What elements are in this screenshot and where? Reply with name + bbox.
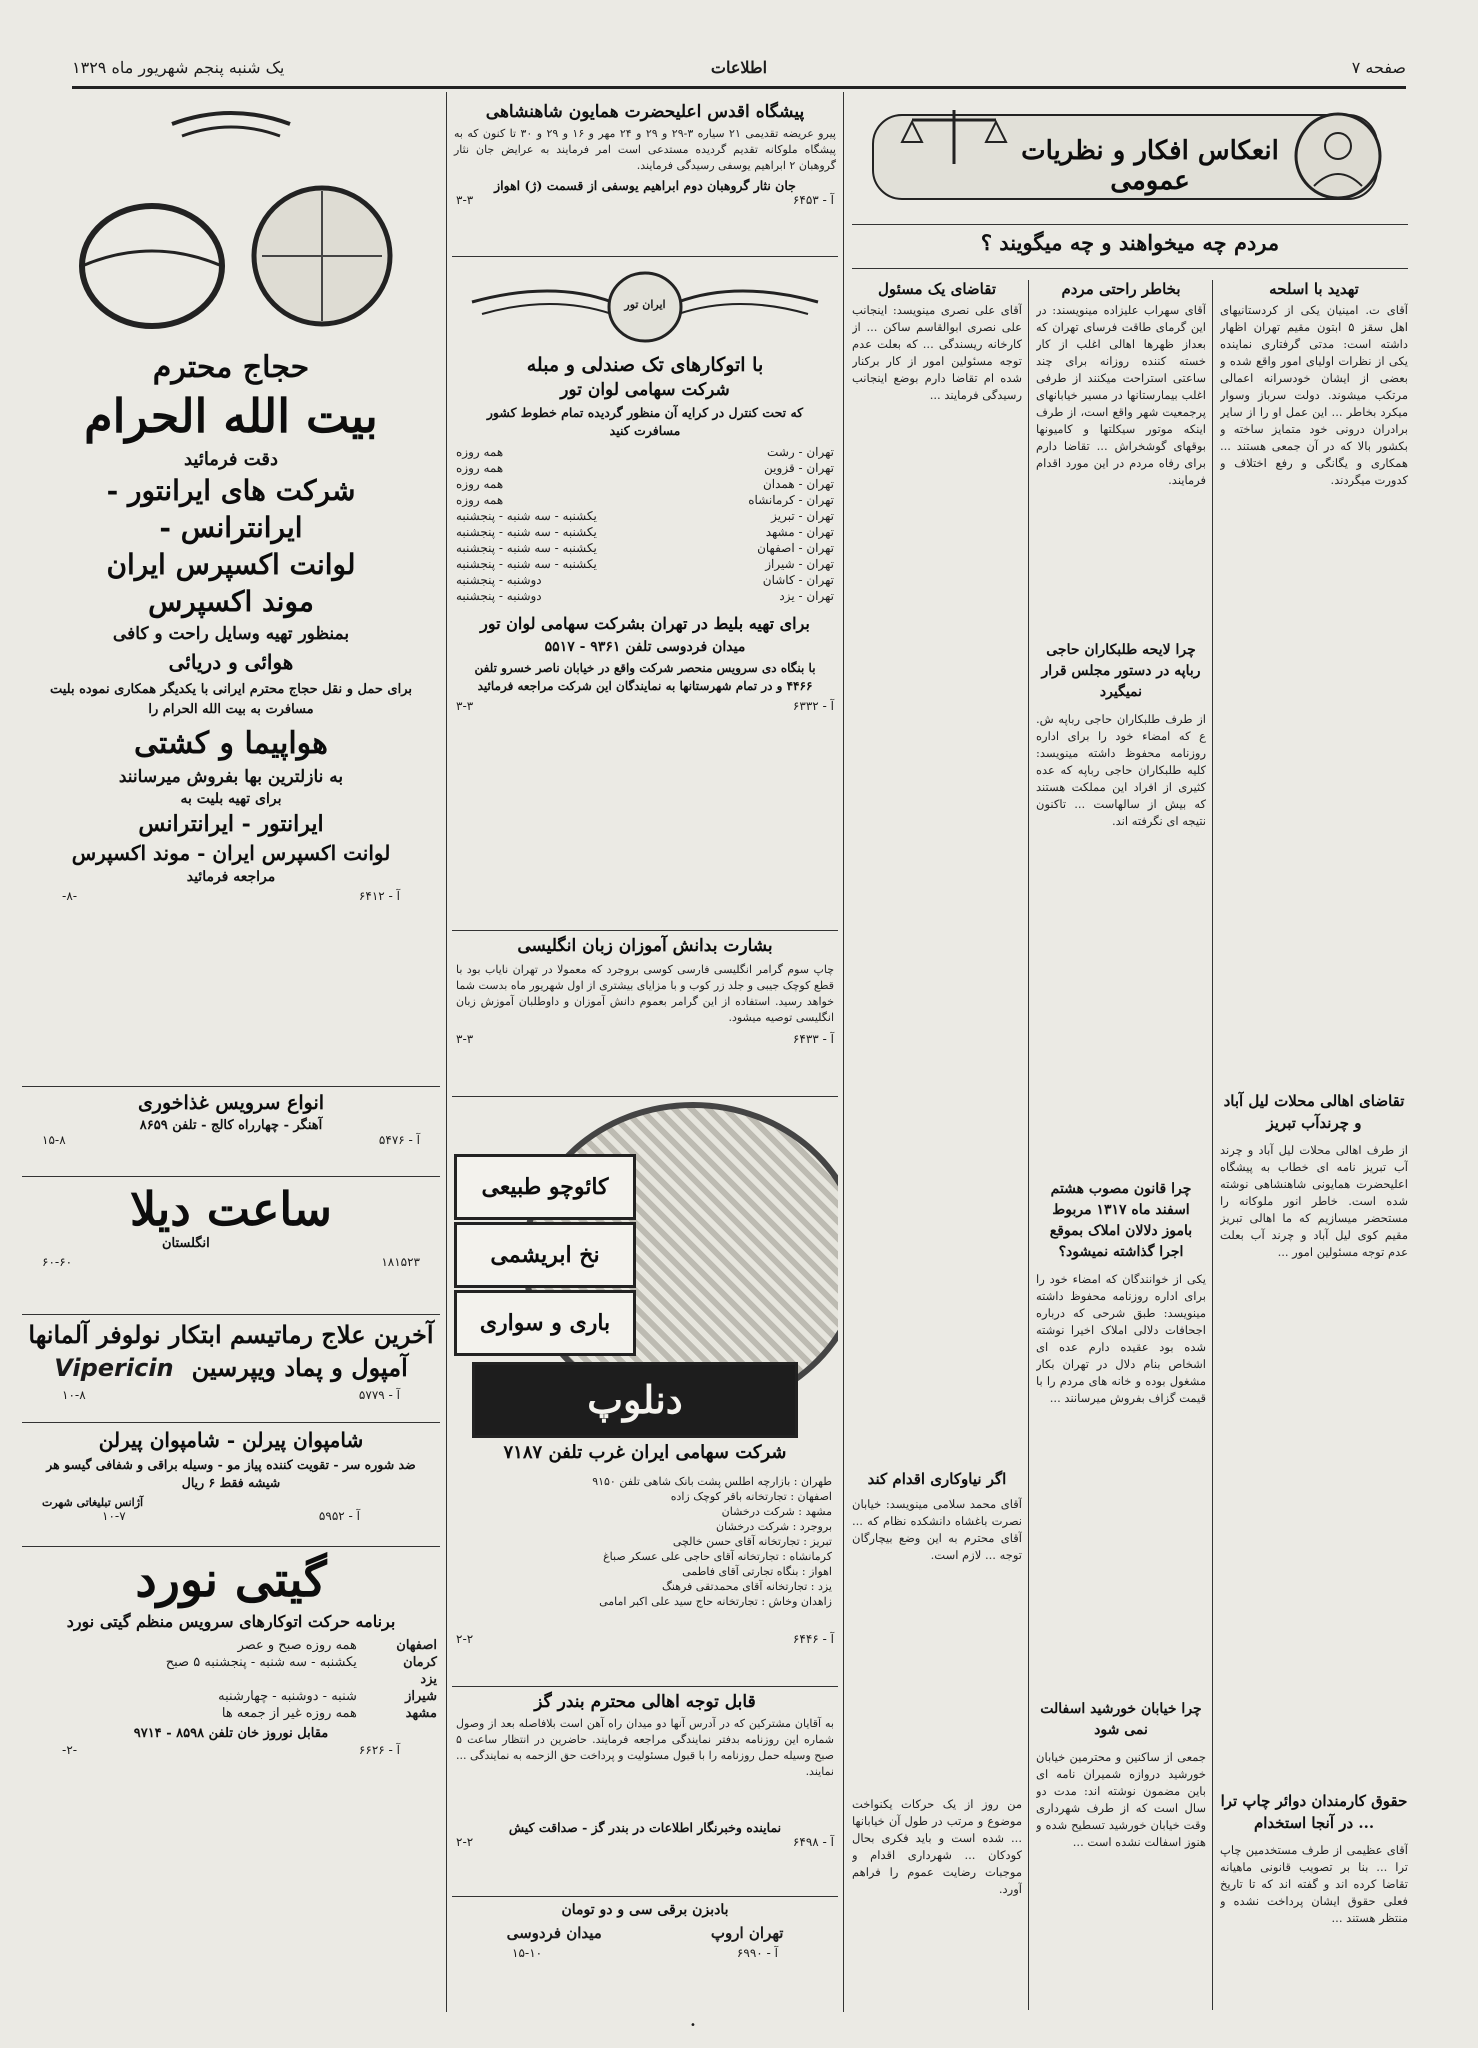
column-two: [1036, 276, 1206, 2006]
levantour-headline: با اتوکارهای تک صندلی و مبله: [526, 354, 764, 376]
route-table: [452, 444, 838, 604]
schedule-days: همه روزه صبح و عصر: [237, 1638, 357, 1653]
section-body: آقای علی نصری مینویسد: اینجانب علی نصری ابوالقاسم ساکن ... از کارخانه ریسندگی ... که بعلت عدم توجه مسئولین امور از کار برکنار شده ام تقاضا دارم بوضع اینجانب رسیدگی فرمایند ...: [852, 303, 1022, 402]
schedule-days: [22, 1671, 360, 1688]
ad-code: آ - ۶۳۳۲: [792, 699, 834, 713]
ad-code: آ - ۵۹۵۲: [318, 1509, 360, 1523]
left-ads-column: [22, 96, 440, 2011]
section-body: یکی از خوانندگان که امضاء خود را برای اداره روزنامه محفوظ داشته مینویسد: طبق شرحی که درباره اجحافات دلالی املاک اخیرا نوشته شده بود عقیده دارم عده ای اشخاص بنام دلال در تهران بکار مشغول بوده و خانه های مردم را با قیمت گزاف بفروش میرسانند ...: [1036, 1272, 1206, 1405]
food-title: انواع سرویس غذاخوری: [137, 1092, 325, 1114]
ad-code: آ - ۵۴۷۶: [378, 1133, 420, 1147]
hajj-company-2: ایرانترانس -: [159, 511, 303, 544]
hajj-air-land: هوائی و دریائی: [168, 650, 294, 674]
vipericin-line-1: آخرین علاج رماتیسم ابتکار نولوفر آلمانها: [28, 1320, 434, 1349]
vipericin-latin: Vipericin: [54, 1354, 174, 1382]
petition-ad-codes: [452, 193, 838, 207]
hajj-company-4: موند اکسپرس: [148, 585, 314, 618]
hajj-purchase: برای تهیه بلیت به: [180, 791, 282, 807]
ad-code: آ - ۶۴۳۳: [792, 1032, 834, 1046]
schedule-row: [22, 1688, 440, 1705]
hajj-footer-2: لوانت اکسپرس ایران - موند اکسپرس: [71, 841, 391, 865]
route-days: یکشنبه - سه شنبه - پنجشنبه: [456, 509, 597, 523]
section-title: چرا خیابان خورشید اسفالت نمی شود: [1040, 1701, 1202, 1738]
rule: [452, 1896, 838, 1897]
vipericin-ad: [22, 1320, 440, 1408]
schedule-city: شیراز: [405, 1689, 437, 1704]
english-title: بشارت بدانش آموزان زبان انگلیسی: [517, 936, 773, 956]
food-address: آهنگر - چهارراه کالج - تلفن ۸۶۵۹: [139, 1118, 323, 1133]
ticket-agents: با بنگاه دی سرویس منحصر شرکت واقع در خیابان ناصر خسرو تلفن ۴۴۶۶ و در تمام شهرستانها به نمایندگان این شرکت مراجعه فرمائید: [474, 661, 816, 693]
opinion-section-title: انعکاس افکار و نظریات عمومی: [1021, 136, 1279, 196]
ad-code: آ - ۶۹۹۰: [736, 1946, 778, 1960]
ad-code: آ - ۶۴۱۲: [358, 889, 400, 903]
rule: [452, 930, 838, 931]
levantour-ad-codes: [452, 699, 838, 713]
fan-addresses: [452, 1924, 838, 1942]
section-body: آقای سهراب علیزاده مینویسند: در این گرمای طاقت فرسای تهران که بعداز ظهرها اهالی اغلب از کار خسته کننده روزانه برای چند ساعتی استراحت میکنند از طرفی اغلب بیمارستانها در مسیر خیابانهای پرجمعیت شهر واقع است، از طرف اینکه موتور سیکلتها و کامیونها بوقهای گوشخراش ... تقاضا دارم برای رفاه مردم در این مورد اقدام فرمایند.: [1036, 303, 1206, 487]
petition-title: پیشگاه اقدس اعلیحضرت همایون شاهنشاهی: [485, 102, 805, 122]
ad-run: ۱۰-۸: [62, 1388, 86, 1402]
hajj-ad-codes: [22, 889, 440, 903]
brand-box: [472, 1362, 798, 1438]
section-body: آقای ت. امینیان یکی از کردستانیهای اهل سقز ۵ ابتون مقیم تهران اظهار داشته است: مدتی گرفتاری نماینده یکی از نظرات اولیای امور واقع شده و بعضی از ایشان خودسرانه اعمالی مرتکب میشوند. دولت سرباز وسوار میکرد بخاطر ... این عمل او را از سایر برادران درونی خود متمایز ساخته و بکشور بالا که در آن جمعی هستند ... همکاری و یگانگی و رفع اختلاف و کدورت میگردند.: [1220, 303, 1408, 487]
section-title: اگر نیاوکاری اقدام کند: [867, 1470, 1007, 1488]
ad-code: ۱۸۱۵۲۳: [381, 1255, 420, 1269]
ad-run: -۸-: [62, 889, 78, 903]
opinion-kicker: مردم چه میخواهند و چه میگویند ؟: [980, 230, 1280, 255]
food-service-ad: [22, 1092, 440, 1147]
ad-run: -۲-: [62, 1743, 78, 1757]
watch-title: ساعت دیلا: [130, 1182, 332, 1236]
hajj-refer: مراجعه فرمائید: [186, 869, 276, 885]
schedule-row: [22, 1654, 440, 1671]
hajj-modes: هواپیما و کشتی: [133, 726, 329, 761]
agent-line: زاهدان وخاش : تجارتخانه حاج سید علی اکبر امامی: [599, 1595, 832, 1608]
shampoo-agency: آژانس تبلیغاتی شهرت: [42, 1496, 144, 1509]
divider-1: [446, 92, 447, 2012]
route-days: یکشنبه - سه شنبه - پنجشنبه: [456, 541, 597, 555]
ad-run: ۱۰-۷: [102, 1509, 126, 1523]
route-name: تهران - یزد: [779, 589, 834, 603]
hajj-body: برای حمل و نقل حجاج محترم ایرانی با یکدیگر همکاری نموده بلیت مسافرت به بیت الله الحرام را: [49, 682, 413, 717]
bandargaz-ad-codes: [452, 1835, 838, 1849]
bandargaz-title: قابل توجه اهالی محترم بندر گز: [534, 1692, 756, 1712]
levantour-subline: که تحت کنترل در کرایه آن منظور گردیده تمام خطوط کشور مسافرت کنید: [486, 405, 804, 438]
agent-line: تبریز : تجارتخانه آقای حسن خالچی: [672, 1535, 832, 1548]
rule: [22, 1422, 440, 1423]
paper-name: اطلاعات: [710, 58, 768, 77]
section-title: بخاطر راحتی مردم: [1061, 280, 1181, 298]
route-name: تهران - قزوین: [764, 461, 834, 475]
fan-left-address: میدان فردوسی: [506, 1924, 602, 1942]
page-number: صفحه ۷: [1351, 58, 1406, 77]
agent-line: کرمانشاه : تجارتخانه آقای حاجی علی عسکر صباغ: [603, 1550, 832, 1563]
bandargaz-signature: نماینده وخبرنگار اطلاعات در بندر گز - صداقت کیش: [508, 1820, 782, 1835]
hajj-company-1: شرکت های ایرانتور -: [106, 474, 356, 507]
vipericin-ad-codes: [22, 1382, 440, 1408]
route-days: یکشنبه - سه شنبه - پنجشنبه: [456, 525, 597, 539]
kicker-rule: [852, 268, 1408, 269]
divider-3: [1028, 280, 1029, 2010]
section-body: آقای محمد سلامی مینویسد: خیابان نصرت باغشاه دانشکده نظام که ... آقای محترم به این وضع بیچارگان توجه ... لازم است.: [852, 1497, 1022, 1562]
giti-schedule: [22, 1637, 440, 1722]
route-days: همه روزه: [456, 493, 504, 507]
agent-line: اهواز : بنگاه تجارتی آقای فاطمی: [682, 1565, 832, 1578]
route-row: [452, 524, 838, 540]
agent-line: مشهد : شرکت درخشان: [721, 1505, 832, 1518]
rule: [22, 1314, 440, 1315]
route-row: [452, 540, 838, 556]
agent-line: یزد : تجارتخانه آقای محمدتقی فرهنگ: [661, 1580, 832, 1593]
section-title: چرا قانون مصوب هشتم اسفند ماه ۱۳۱۷ مربوط باموز دلالان املاک بموقع اجرا گذاشته نمیشود؟: [1049, 1181, 1193, 1260]
dunlop-ad-codes: [456, 1632, 834, 1646]
column-three: [852, 276, 1022, 2006]
route-row: [452, 572, 838, 588]
route-days: همه روزه: [456, 461, 504, 475]
rule: [452, 1096, 838, 1097]
route-row: [452, 444, 838, 460]
giti-address: مقابل نوروز خان تلفن ۸۵۹۸ - ۹۷۱۴: [133, 1726, 329, 1741]
petition-body: پیرو عریضه تقدیمی ۲۱ سیاره ۳-۲۹ و ۲۹ و ۲۴ مهر و ۱۶ و ۲۹ و ۳۰ تا کنون که به پیشگاه ملوکانه تقدیم گردیده مستدعی است امر فرمایند به عرایض جان نثار گروهبان ۲ ابراهیم یوسفی رسیدگی فرمایند.: [454, 127, 836, 172]
route-name: تهران - اصفهان: [757, 541, 834, 555]
hajj-price-line: به نازلترین بها بفروش میرسانند: [118, 767, 344, 787]
giti-navard-ad: [22, 1552, 440, 1759]
route-days: همه روزه: [456, 445, 504, 459]
english-body: چاپ سوم گرامر انگلیسی فارسی کوسی بروجرد که معمولا در تهران نایاب بود با قطع کوچک جیبی و جلد زر کوب و با مزایای بیشتری از اول شهریور ماه بدست شما خواهد رسید. استفاده از این گرامر بعموم دانش آموزان و داوطلبان آموزش زبان انگلیسی توصیه میشود.: [456, 963, 834, 1024]
schedule-row: [22, 1671, 440, 1688]
hajj-company-3: لوانت اکسپرس ایران: [106, 548, 356, 581]
hajj-title-small: حجاج محترم: [152, 350, 310, 385]
ad-code: آ - ۶۴۴۶: [792, 1632, 834, 1646]
giti-ad-codes: [22, 1741, 440, 1759]
petition-signature: جان نثار گروهبان دوم ابراهیم یوسفی از قسمت (ژ) اهواز: [494, 178, 796, 193]
rule: [452, 1686, 838, 1687]
vipericin-row: [22, 1353, 440, 1382]
schedule-city: اصفهان: [396, 1638, 437, 1653]
schedule-city: مشهد: [405, 1706, 437, 1721]
schedule-days: شنبه - دوشنبه - چهارشنبه: [218, 1689, 357, 1704]
schedule-days: همه روزه غیر از جمعه ها: [221, 1706, 357, 1721]
section-title: تقاضای یک مسئول: [877, 280, 996, 298]
dunlop-label: کائوچو طبیعی: [481, 1174, 609, 1200]
rule: [22, 1086, 440, 1087]
hajj-notice: دقت فرمائید: [183, 449, 279, 470]
fan-title: بادبزن برقی سی و دو تومان: [561, 1902, 729, 1918]
shampoo-title: شامپوان پیرلن - شامپوان پیرلن: [98, 1428, 364, 1452]
route-row: [452, 508, 838, 524]
header-rule: [72, 86, 1406, 89]
route-name: تهران - رشت: [767, 445, 834, 459]
shampoo-body: ضد شوره سر - تقویت کننده پیاز مو - وسیله براقی و شفافی گیسو هر شیشه فقط ۶ ریال: [46, 1457, 416, 1490]
ticket-line: برای تهیه بلیط در تهران بشرکت سهامی لوان تور: [480, 614, 810, 633]
dunlop-label: باری و سواری: [479, 1310, 611, 1336]
route-name: تهران - تبریز: [771, 509, 834, 523]
english-grammar-ad: [452, 936, 838, 1046]
giti-subtitle: برنامه حرکت اتوکارهای سرویس منظم گیتی نورد: [66, 1612, 396, 1631]
page-header: [72, 52, 1406, 86]
dunlop-company: شرکت سهامی ایران غرب تلفن ۷۱۸۷: [503, 1442, 787, 1463]
watch-ad-codes: [22, 1251, 440, 1273]
ad-run: ۱۵-۸: [42, 1133, 66, 1147]
section-body: آقای عظیمی از طرف مستخدمین چاپ ترا ... بنا بر تصویب قانونی ماهیانه تقاضا کرده اند و گفته اند که تا تاریخ فعلی حقوق ایشان پرداخت نشده و منتظر هستند ...: [1220, 1843, 1408, 1925]
ad-code: آ - ۵۷۷۹: [358, 1388, 400, 1402]
food-ad-codes: [22, 1133, 440, 1147]
dunlop-label: نخ ابریشمی: [490, 1242, 600, 1268]
hajj-ad: [22, 96, 440, 1076]
route-name: تهران - همدان: [762, 477, 834, 491]
divider-2: [843, 92, 844, 2012]
section-title: چرا لایحه طلبکاران حاجی رباپه در دستور مجلس قرار نمیگیرد: [1041, 642, 1201, 700]
section-body: از طرف طلبکاران حاجی رباپه ش. ع که امضاء خود را برای اداره روزنامه محفوظ داشته مینویسد: کلیه طلبکاران حاجی رباپه که عده کثیری از افراد این مملکت هستند که بیش از سالهاست ... تاکنون نتیجه ای نگرفته اند.: [1036, 712, 1206, 828]
opinion-rule: [852, 224, 1408, 225]
giti-brand: گیتی نورد: [135, 1552, 327, 1608]
footer-dot: •: [690, 2020, 696, 2031]
schedule-city: یزد: [420, 1672, 437, 1687]
date-line: یک شنبه پنجم شهریور ماه ۱۳۲۹: [72, 58, 285, 77]
english-ad-codes: [452, 1032, 838, 1046]
hajj-title-big: بیت الله الحرام: [84, 389, 378, 443]
column-right: [1220, 276, 1408, 2006]
vipericin-line-2: آمپول و پماد ویپرسین: [191, 1353, 408, 1382]
schedule-city: کرمان: [403, 1655, 437, 1670]
ad-code: آ - ۶۴۵۳: [792, 193, 834, 207]
route-row: [452, 476, 838, 492]
hajj-logos-icon: [22, 96, 440, 346]
rule: [22, 1546, 440, 1547]
levantour-ad: [452, 262, 838, 922]
section-title: تهدید با اسلحه: [1269, 280, 1359, 298]
route-days: دوشنبه - پنجشنبه: [456, 589, 542, 603]
fan-right-address: تهران اروپ: [710, 1924, 784, 1942]
ad-run: ۶۰-۶۰: [42, 1255, 73, 1269]
route-name: تهران - شیراز: [765, 557, 834, 571]
route-days: دوشنبه - پنجشنبه: [456, 573, 542, 587]
ad-code: آ - ۶۶۲۶: [358, 1743, 400, 1757]
route-days: همه روزه: [456, 477, 504, 491]
hajj-footer-1: ایرانتور - ایرانترانس: [138, 811, 324, 837]
agent-line: بروجرد : شرکت درخشان: [716, 1520, 832, 1533]
ad-run: ۲-۲: [456, 1632, 474, 1646]
ad-run: ۳-۳: [456, 193, 474, 207]
watch-ad: [22, 1182, 440, 1273]
rule: [22, 1176, 440, 1177]
agent-line: اصفهان : تجارتخانه باقر کوچک زاده: [670, 1490, 832, 1503]
label-box: [454, 1222, 636, 1288]
route-name: تهران - مشهد: [765, 525, 834, 539]
fan-ad: [452, 1902, 838, 1964]
route-row: [452, 556, 838, 572]
ticket-address: میدان فردوسی تلفن ۹۳۶۱ - ۵۵۱۷: [544, 639, 746, 655]
route-row: [452, 492, 838, 508]
rule: [452, 256, 838, 257]
opinion-logo: [852, 96, 1408, 226]
schedule-row: [22, 1705, 440, 1722]
reader-portrait-icon: [1292, 110, 1384, 202]
shampoo-ad: [22, 1428, 440, 1523]
bandargaz-body: به آقایان مشترکین که در آدرس آنها دو میدان راه آهن است بلافاصله بعد از وصول شماره این روزنامه بدفتر نمایندگی مراجعه فرمایند. حاضرین در انتظار ساعت ۵ صبح وسیله حمل روزنامه را با قبول مسئولیت و پرداخت حق الزحمه به نمایندگی ... نمایند.: [456, 1717, 834, 1778]
ad-run: ۳-۳: [456, 699, 474, 713]
schedule-days: یکشنبه - سه شنبه - پنجشنبه ۵ صبح: [165, 1655, 357, 1670]
watch-subtitle: انگلستان: [162, 1236, 210, 1251]
schedule-row: [22, 1637, 440, 1654]
shampoo-ad-codes: [22, 1509, 440, 1523]
ad-run: ۳-۳: [456, 1032, 474, 1046]
dunlop-ad: [452, 1102, 838, 1662]
route-row: [452, 588, 838, 604]
label-box: [454, 1154, 636, 1220]
label-box: [454, 1290, 636, 1356]
bandargaz-notice: [452, 1692, 838, 1849]
dunlop-brand: دنلوپ: [587, 1377, 683, 1422]
fan-ad-codes: [452, 1942, 838, 1964]
logo-text: ایران تور: [624, 298, 666, 311]
section-body: از طرف اهالی محلات لیل آباد و چرند آب تبریز نامه ای خطاب به پیشگاه اعلیحضرت همایونی شاهنشاهی نوشته شده است. خاطر انور ملوکانه را مستحضر میسازیم که ما اهالی تبریز مقیم کوی لیل آباد و چرند آب بعلت عدم توجه مسئولین امور ...: [1220, 1143, 1408, 1259]
ad-code: آ - ۶۴۹۸: [792, 1835, 834, 1849]
route-name: تهران - کرمانشاه: [748, 493, 834, 507]
divider-4: [1212, 280, 1213, 2010]
center-column: [452, 96, 838, 2011]
section-body: جمعی از ساکنین و محترمین خیابان خورشید دروازه شمیران نامه ای باین مضمون نوشته اند: مدت دو سال است که از طرف شهرداری وقت خیابان خورشید تسطیح شده و هنوز اسفالت نشده است ...: [1036, 1750, 1206, 1849]
scales-icon: [894, 102, 1014, 172]
route-name: تهران - کاشان: [762, 573, 834, 587]
section-title: تقاضای اهالی محلات لیل آباد و چرندآب تبریز: [1223, 1092, 1405, 1132]
dunlop-agent-list: [458, 1474, 832, 1609]
hajj-purpose: بمنظور تهیه وسایل راحت و کافی: [112, 624, 350, 644]
section-title: حقوق کارمندان دوائر چاپ ترا ... در آنجا استخدام: [1220, 1792, 1408, 1832]
ad-run: ۱۵-۱۰: [512, 1946, 543, 1960]
section-body: من روز از یک حرکات یکنواخت موضوع و مرتب در طول آن خیابانها ... شده است و باید فکری بحال کودکان ... شهرداری اقدام و موجبات رضایت عموم را فراهم آورد.: [852, 1797, 1022, 1896]
ad-run: ۲-۲: [456, 1835, 474, 1849]
levantour-company: شرکت سهامی لوان تور: [560, 380, 730, 400]
route-row: [452, 460, 838, 476]
route-days: یکشنبه - سه شنبه - پنجشنبه: [456, 557, 597, 571]
agent-line: طهران : بازارچه اطلس پشت بانک شاهی تلفن ۹۱۵۰: [592, 1475, 832, 1488]
